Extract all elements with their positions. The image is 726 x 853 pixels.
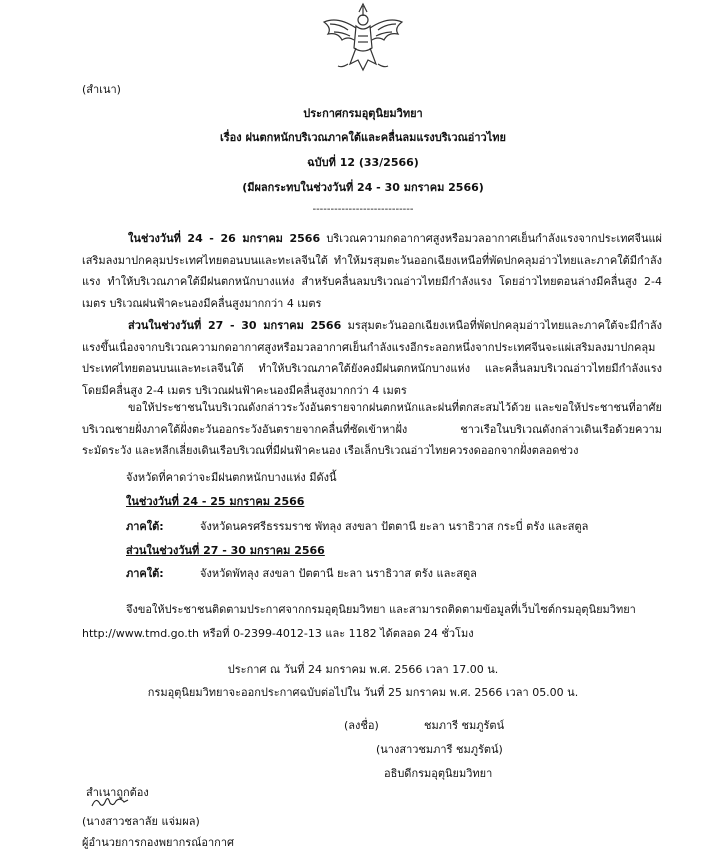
p1-text: บริเวณความกดอากาศสูงหรือมวลอากาศเย็นกำลังแรงจากประเทศจีนแผ่เสริมลงมาปกคลุมประเทศไทยตอนบนและทะเลจีนใต้ ทำให้มรสุมตะวันออกเฉียงเหนือที่พัดปกคลุมอ่าวไทยและภาคใต้มีกำลังแรง ทำให้บริเวณภาคใต้มีฝนตกหนักบางแห่ง สำหรับคลื่นลมบริเวณอ่าวไทยมีกำลังแรง โดยอ่าวไทยตอนล่างมีคลื่นสูง 2-4 เมตร บริเวณฝนฟ้าคะนองมีคลื่นสูงมากกว่า 4 เมตร — [82, 232, 663, 310]
header-divider: ---------------------------- — [312, 204, 414, 215]
p1-lead: ในช่วงวันที่ 24 - 26 มกราคม 2566 — [128, 232, 321, 245]
closing-line-1: จึงขอให้ประชาชนติดตามประกาศจากกรมอุตุนิยมวิทยา และสามารถติดตามข้อมูลที่เว็บไซต์กรมอุตุนิยมวิทยา — [126, 603, 636, 616]
body-paragraph-2 — [82, 315, 662, 401]
closing-line-2: http://www.tmd.go.th หรือที่ 0-2399-4012-13 และ 1182 ได้ตลอด 24 ชั่วโมง — [82, 627, 474, 640]
signatory-full-name: (นางสาวชมภารี ชมภูรัตน์) — [376, 743, 503, 756]
forecast-region-1-label: ภาคใต้: — [126, 520, 164, 533]
forecast-region-2-label: ภาคใต้: — [126, 567, 164, 580]
certify-name: (นางสาวชลาลัย แจ่มผล) — [82, 815, 200, 828]
forecast-region-2-value: จังหวัดพัทลุง สงขลา ปัตตานี ยะลา นราธิวาส ตรัง และสตูล — [200, 567, 477, 580]
copy-mark: (สำเนา) — [82, 83, 121, 96]
forecast-period-1: ในช่วงวันที่ 24 - 25 มกราคม 2566 — [126, 495, 305, 508]
p2-text: มรสุมตะวันออกเฉียงเหนือที่พัดปกคลุมอ่าวไทยและภาคใต้จะมีกำลังแรงขึ้นเนื่องจากบริเวณความกดอากาศสูงหรือมวลอากาศเย็นกำลังแรงอีกระลอกหนึ่งจากประเทศจีนจะแผ่เสริมลงมาปกคลุมประเทศไทยตอนบนและทะเลจีนใต้ ทำให้บริเวณภาคใต้ยังคงมีฝนตกหนักบางแห่ง และคลื่นลมบริเวณอ่าวไทยมีกำลังแรง โดยมีคลื่นสูง 2-4 เมตร บริเวณฝนฟ้าคะนองมีคลื่นสูงมากกว่า 4 เมตร — [82, 319, 663, 397]
header-subject: เรื่อง ฝนตกหนักบริเวณภาคใต้และคลื่นลมแรงบริเวณอ่าวไทย — [220, 131, 506, 144]
p2-lead: ส่วนในช่วงวันที่ 27 - 30 มกราคม 2566 — [128, 319, 342, 332]
header-org: ประกาศกรมอุตุนิยมวิทยา — [303, 107, 423, 120]
signed-name: ชมภารี ชมภูรัตน์ — [424, 719, 505, 732]
certify-title: ผู้อำนวยการกองพยากรณ์อากาศ — [82, 836, 235, 849]
signed-label: (ลงชื่อ) — [344, 719, 379, 732]
certify-label: สำเนาถูกต้อง — [86, 786, 149, 799]
body-paragraph-3 — [82, 397, 662, 462]
header-effect: (มีผลกระทบในช่วงวันที่ 24 - 30 มกราคม 2566) — [242, 181, 484, 194]
signatory-title: อธิบดีกรมอุตุนิยมวิทยา — [384, 767, 493, 780]
p3-text: ขอให้ประชาชนในบริเวณดังกล่าวระวังอันตรายจากฝนตกหนักและฝนที่ตกสะสมไว้ด้วย และขอให้ประชาชนที่อาศัยบริเวณชายฝั่งภาคใต้ฝั่งตะวันออกระวังอันตรายจากคลื่นที่ซัดเข้าหาฝั่ง ชาวเรือในบริเวณดังกล่าวเดินเรือด้วยความระมัดระวัง และหลีกเลี่ยงเดินเรือบริเวณที่มีฝนฟ้าคะนอง เรือเล็กบริเวณอ่าวไทยควรงดออกจากฝั่งตลอดช่วง — [82, 401, 662, 457]
forecast-period-2: ส่วนในช่วงวันที่ 27 - 30 มกราคม 2566 — [126, 544, 325, 557]
announce-next: กรมอุตุนิยมวิทยาจะออกประกาศฉบับต่อไปใน วันที่ 25 มกราคม พ.ศ. 2566 เวลา 05.00 น. — [147, 686, 579, 699]
body-paragraph-1 — [82, 228, 662, 314]
header-issue: ฉบับที่ 12 (33/2566) — [307, 156, 419, 169]
handwritten-signature — [90, 794, 130, 810]
garuda-emblem — [318, 2, 408, 74]
forecast-region-1-value: จังหวัดนครศรีธรรมราช พัทลุง สงขลา ปัตตานี ยะลา นราธิวาส กระบี่ ตรัง และสตูล — [200, 520, 589, 533]
announce-date: ประกาศ ณ วันที่ 24 มกราคม พ.ศ. 2566 เวลา 17.00 น. — [227, 663, 499, 676]
forecast-intro: จังหวัดที่คาดว่าจะมีฝนตกหนักบางแห่ง มีดังนี้ — [126, 471, 337, 484]
